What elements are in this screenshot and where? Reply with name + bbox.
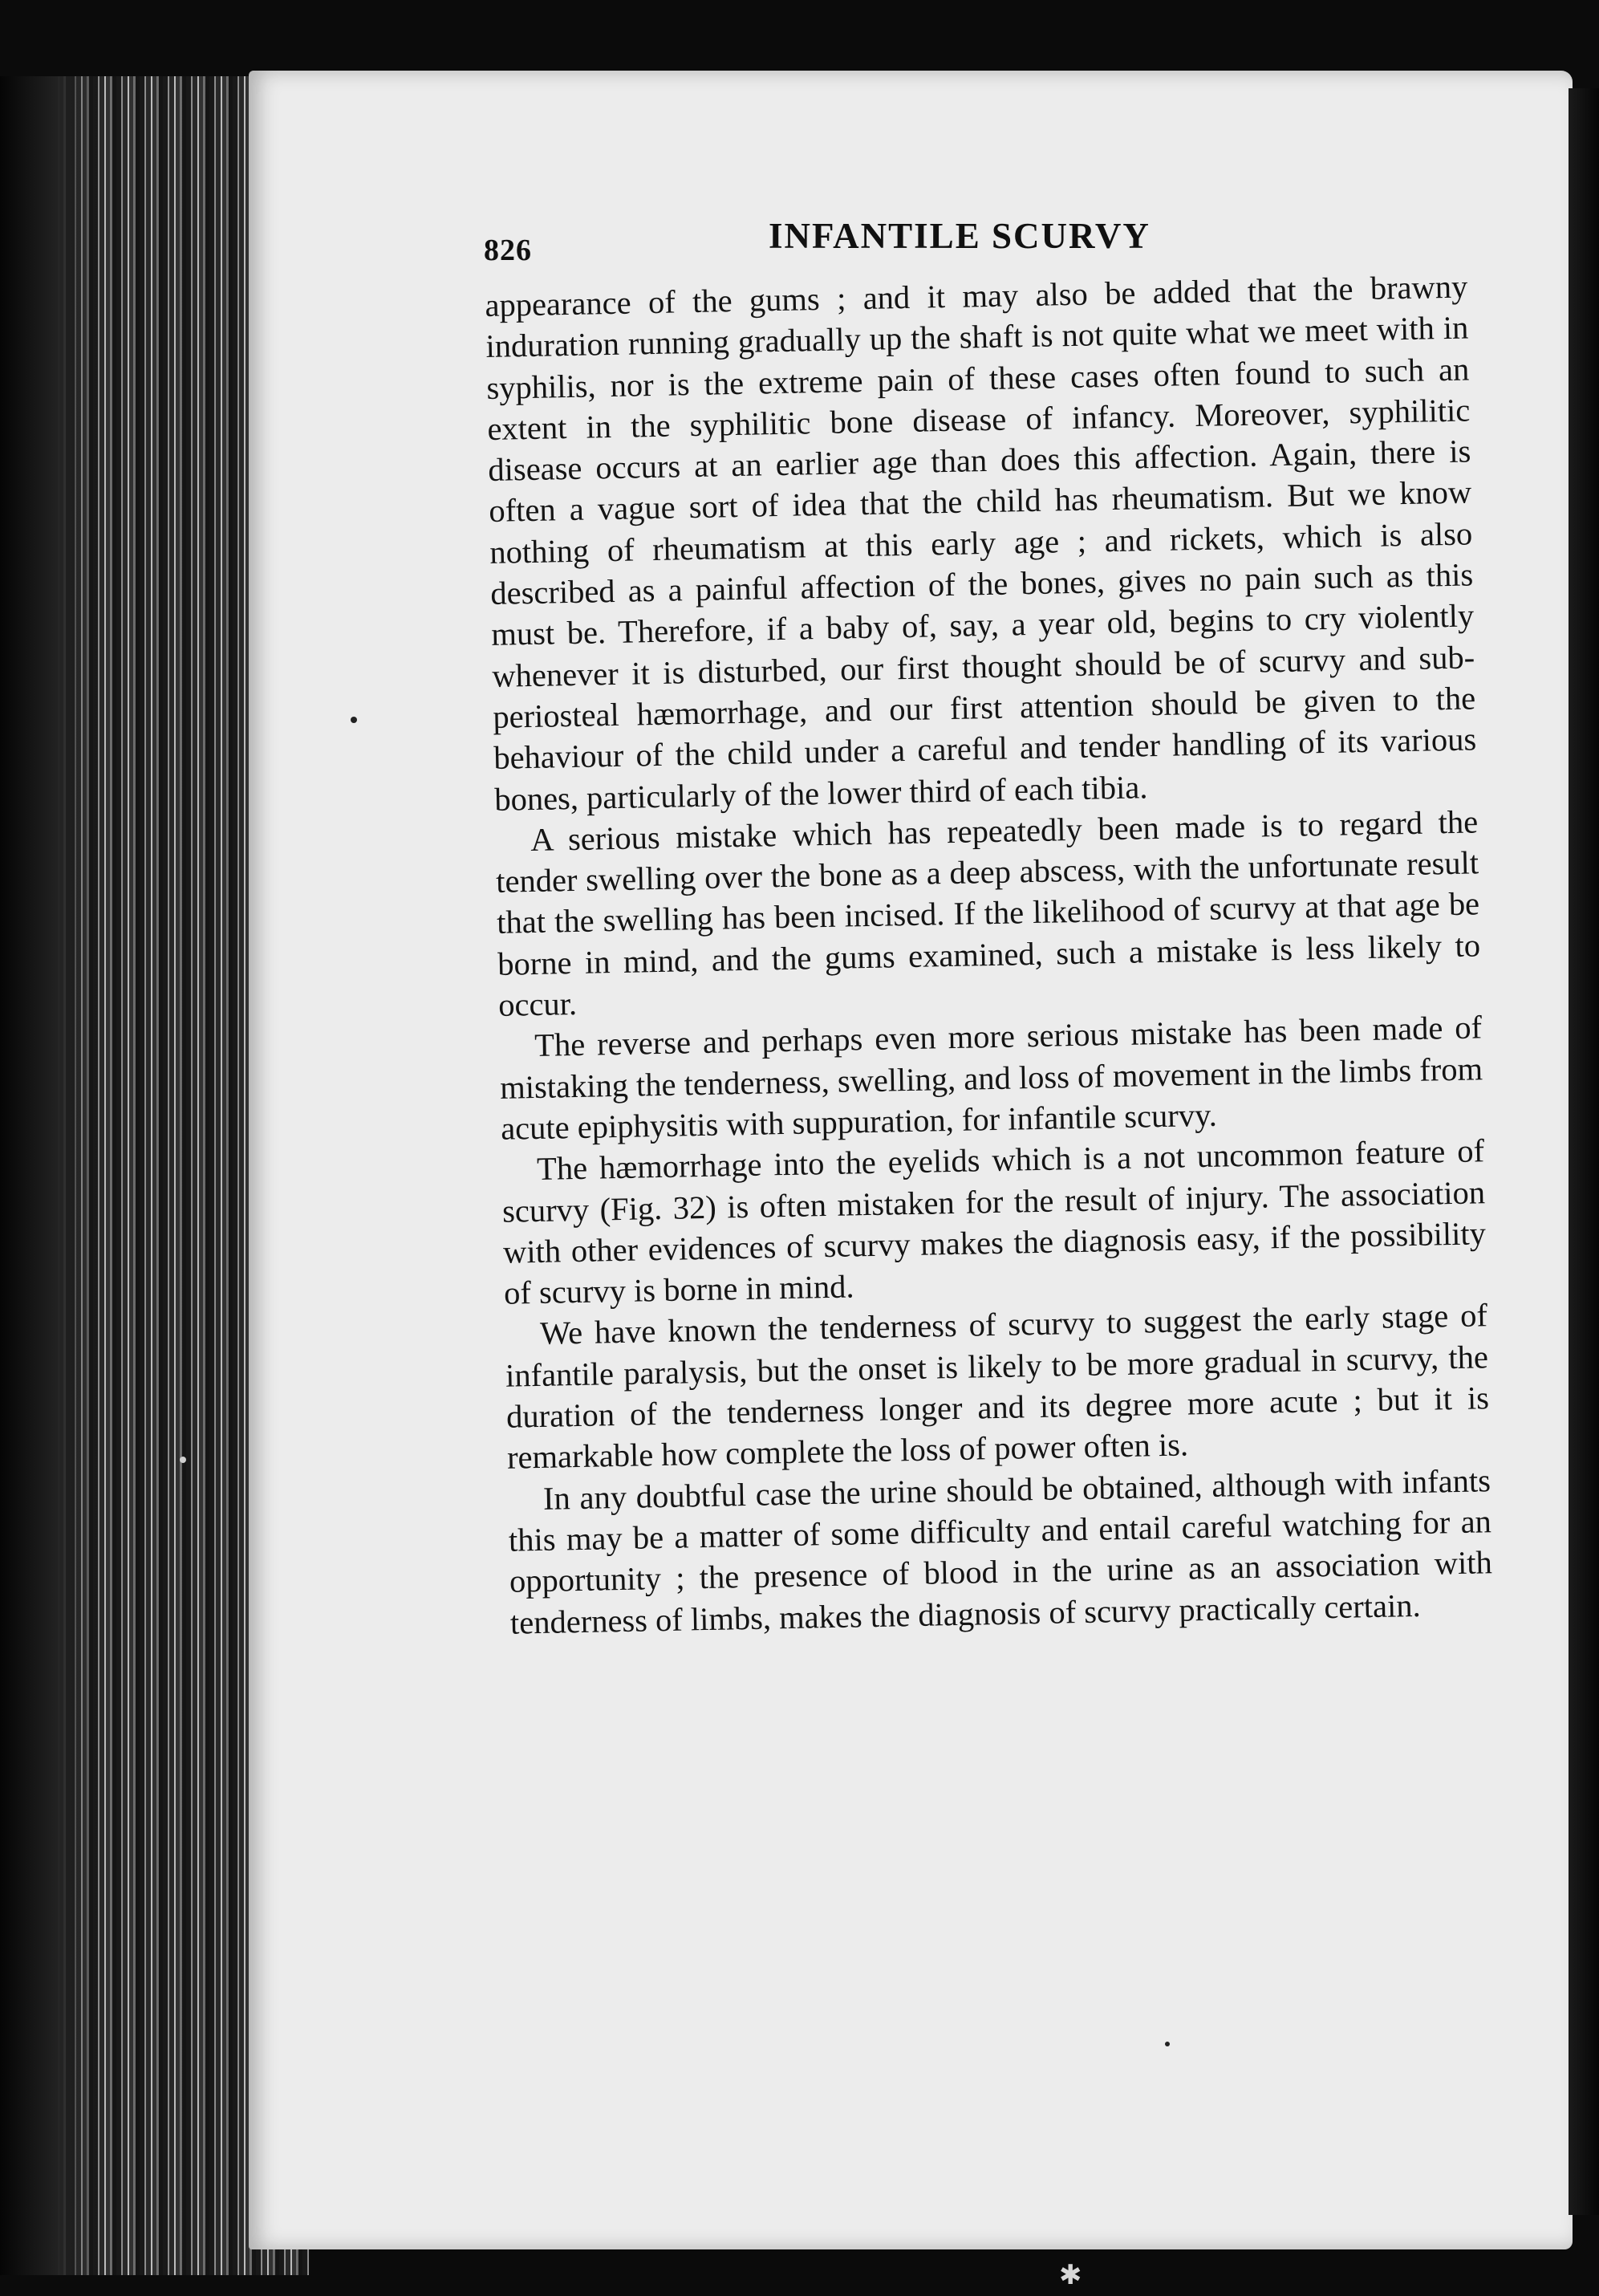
- dust-speck: [180, 1457, 186, 1463]
- paragraph-3: The reverse and perhaps even more serious mistake has been made of mistaking the tenderness, swelling, and loss of movement in the limbs from acute epiphysitis with suppuration, for infantile scurvy.: [499, 1009, 1483, 1147]
- paragraph-4: The hæmorrhage into the eyelids which is a not uncommon feature of scurvy (Fig. 32) is often mistaken for the result of injury. The association with other evidences of scurvy makes the diagnosis easy, if the possibility of scurvy is borne in mind.: [501, 1132, 1487, 1311]
- dust-speck: [351, 717, 357, 723]
- paragraph-5: We have known the tenderness of scurvy to suggest the early stage of infantile paralysis, but the onset is likely to be more gradual in scurvy, the duration of the tenderness longer and its degree more acute ; but it is remarkable how complete the loss of power often is.: [505, 1297, 1490, 1477]
- paragraph-6: In any doubtful case the urine should be obtained, although with infants this may be a matter of some difficulty and entail careful watching for an opportunity ; the presence of blood in the urine as an association with tenderness of limbs, makes the diagnosis of scurvy practically certain.: [508, 1461, 1493, 1641]
- dust-speck: [1165, 2042, 1170, 2046]
- page-number: 826: [484, 234, 532, 267]
- body-text: [485, 266, 1493, 1643]
- paragraph-2: A serious mistake which has repeatedly been made is to regard the tender swelling over the bone as a deep abscess, with the unfortunate result that the swelling has been incised. If the likelihood of scurvy at that age be borne in mind, and the gums examined, such a mistake is less likely to occur.: [495, 803, 1481, 1023]
- paragraph-1: appearance of the gums ; and it may also be added that the brawny induration running gradually up the shaft is not quite what we meet with in syphilis, nor is the extreme pain of these cases often found to such an extent in the syphilitic bone disease of infancy. Moreover, syphilitic disease occurs at an earlier age than does this affection. Again, there is often a vague sort of idea that the child has rheumatism. But we know nothing of rheumatism at this early age ; and rickets, which is also described as a painful affection of the bones, gives no pain such as this must be. Therefore, if a baby of, say, a year old, begins to cry violently whenever it is disturbed, our first thought should be of scurvy and sub-periosteal hæmorrhage, and our first attention should be given to the behaviour of the child under a careful and tender handling of its various bones, particularly of the lower third of each tibia.: [485, 268, 1477, 818]
- scan-artifact: ✱: [1059, 2259, 1082, 2291]
- running-head: INFANTILE SCURVY: [769, 216, 1151, 256]
- gutter-shadow: [0, 76, 96, 2275]
- page-right-edge: [1569, 88, 1599, 2215]
- page-header: [484, 215, 1366, 271]
